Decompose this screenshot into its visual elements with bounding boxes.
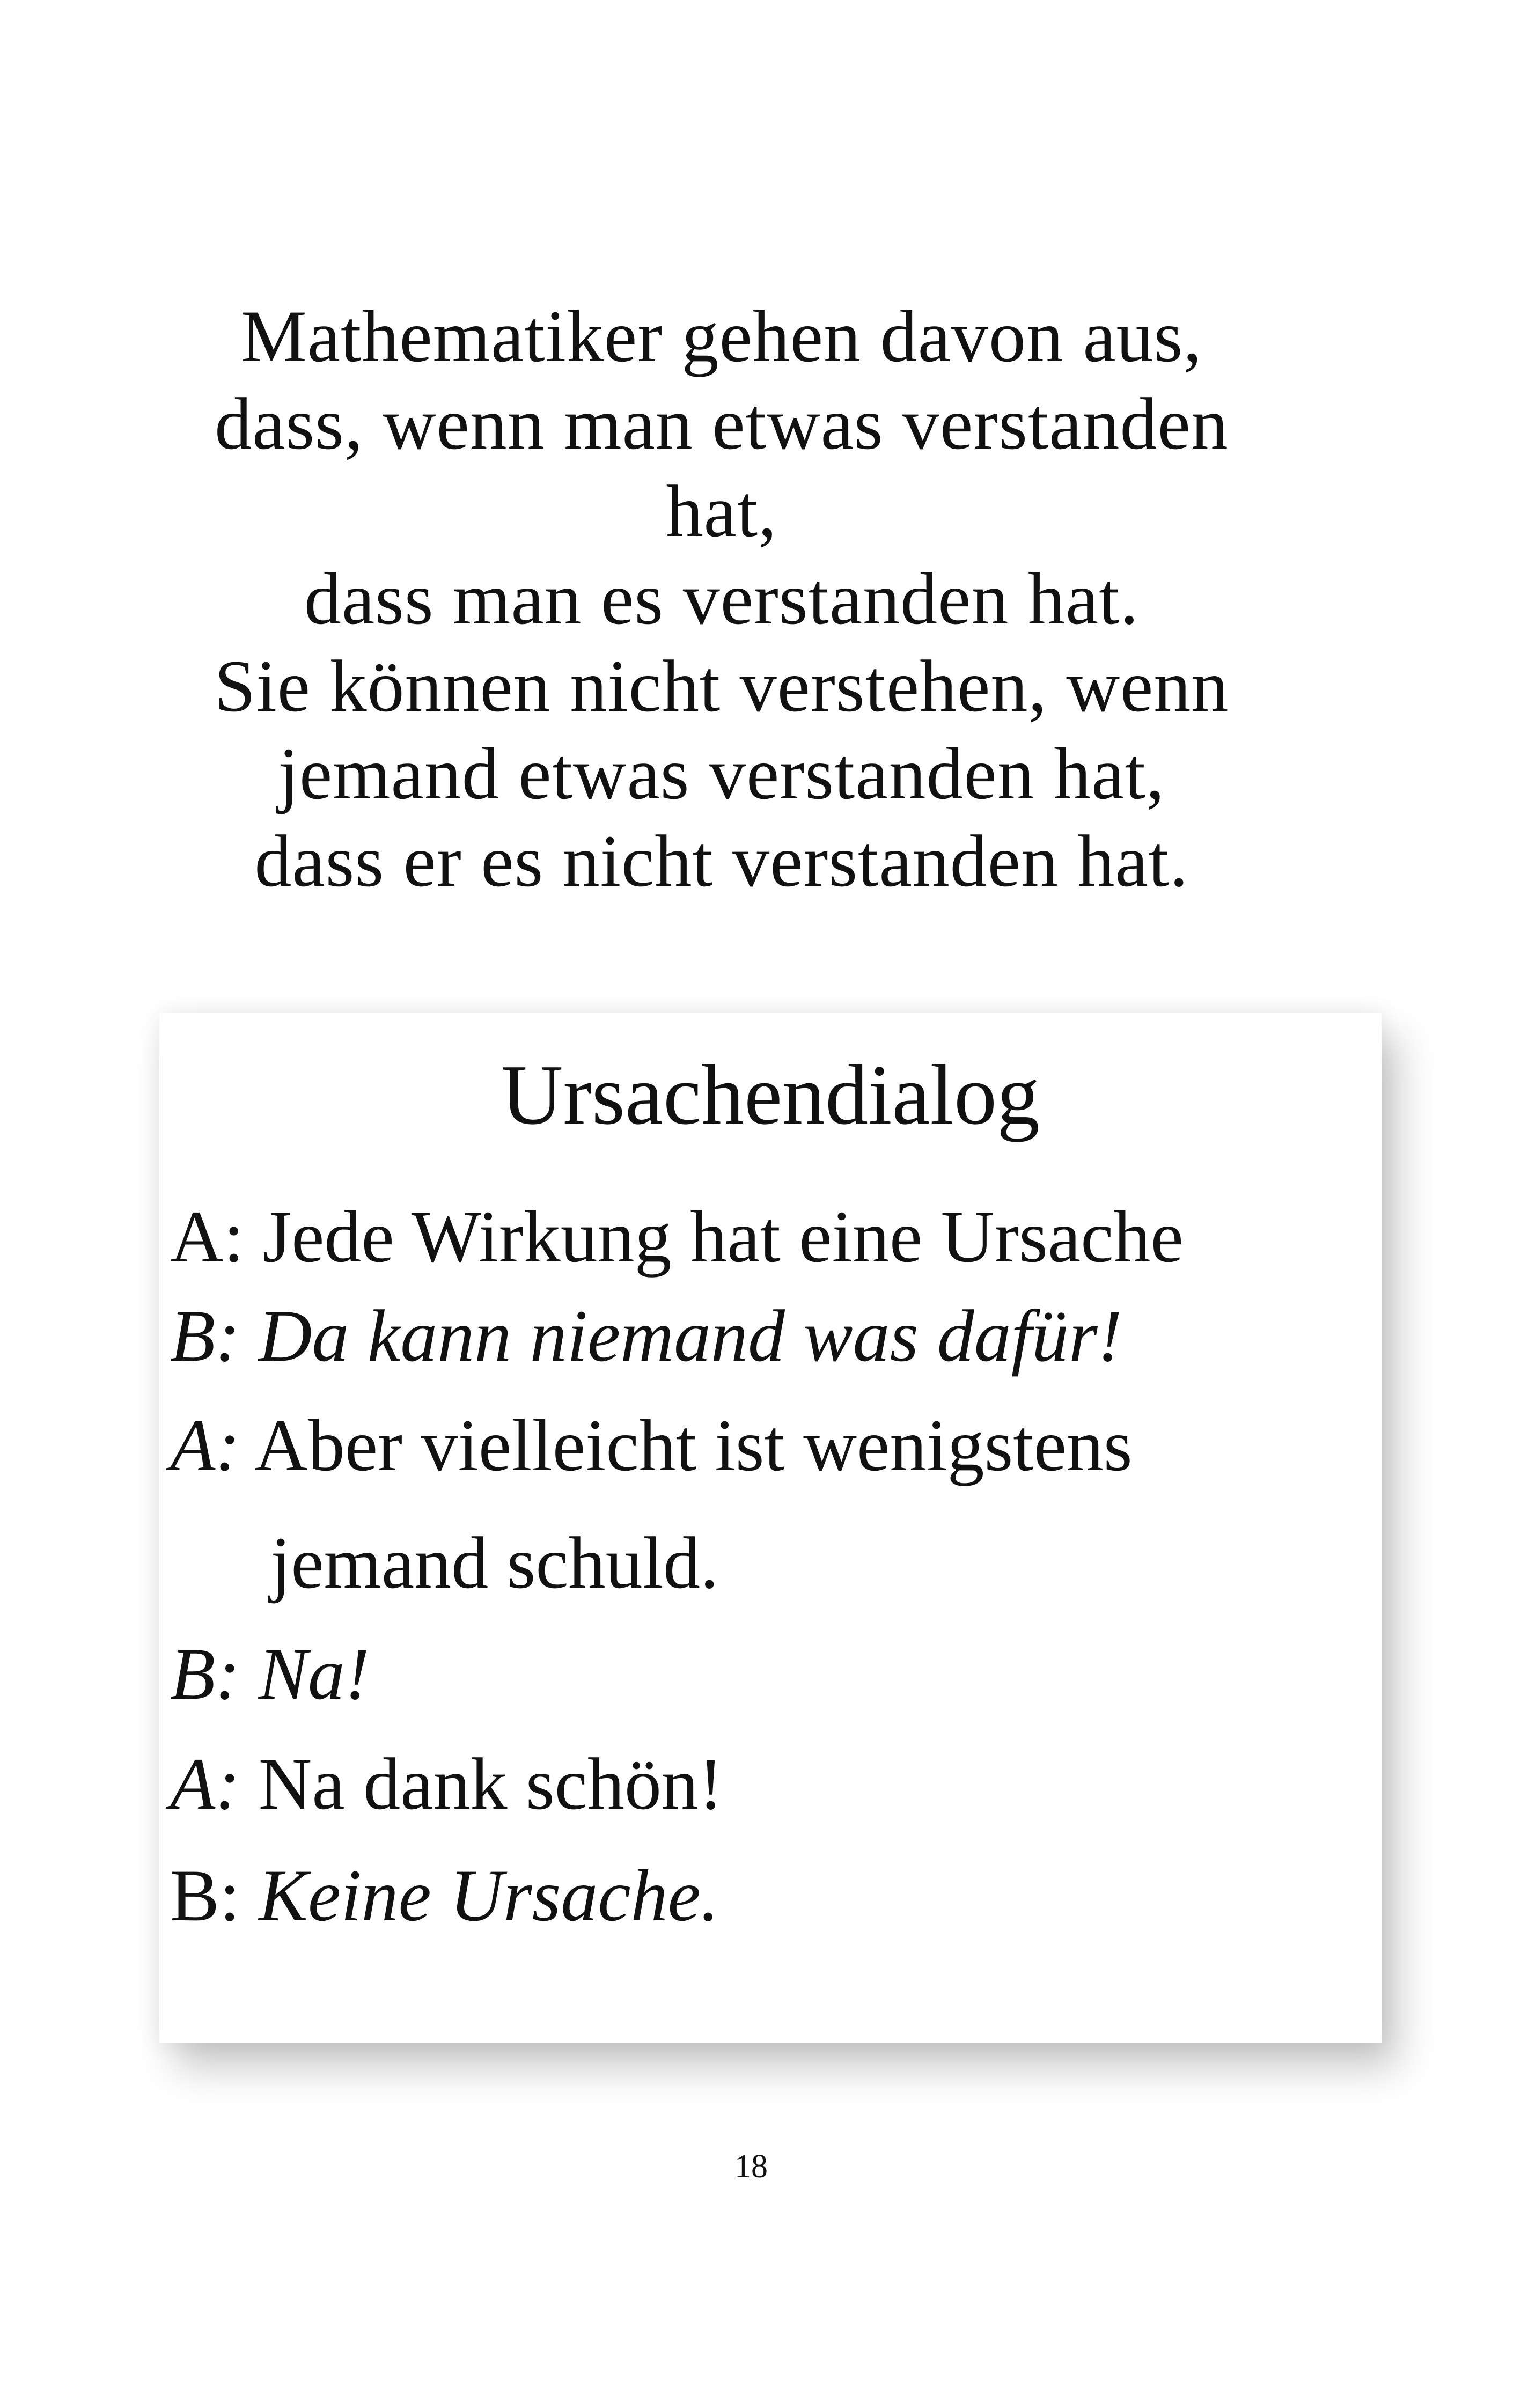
page-number: 18 (734, 2148, 768, 2185)
dialog-line (170, 1631, 370, 1717)
poem (0, 292, 1443, 905)
dialog-line (170, 1293, 1122, 1379)
speaker-label: A: (170, 1195, 244, 1278)
dialog-line (170, 1853, 719, 1939)
poem-line: dass man es verstanden hat. (304, 557, 1140, 640)
dialog-text: Keine Ursache. (258, 1854, 719, 1936)
dialog-text: Aber vielleicht ist wenigstens (254, 1404, 1133, 1486)
poem-line: hat, (666, 470, 777, 552)
poem-line: Mathematiker gehen davon aus, (241, 295, 1202, 377)
poem-line: dass, wenn man etwas verstanden (215, 383, 1229, 465)
dialog-line (170, 1403, 1133, 1488)
speaker-label: A: (170, 1743, 240, 1825)
speaker-label: B: (170, 1633, 240, 1715)
dialog-line (170, 1741, 723, 1827)
poem-line: jemand etwas verstanden hat, (278, 732, 1165, 814)
poem-line: dass er es nicht verstanden hat. (254, 820, 1189, 902)
dialog-text: Jede Wirkung hat eine Ursache (262, 1195, 1184, 1278)
speaker-label: A: (170, 1404, 240, 1486)
dialog-line (270, 1520, 718, 1606)
dialog-title: Ursachendialog (501, 1047, 1040, 1142)
dialog-line (170, 1194, 1184, 1280)
dialog-text: Da kann niemand was dafür! (258, 1295, 1122, 1377)
poem-line: Sie können nicht verstehen, wenn (214, 645, 1229, 727)
speaker-label: B: (170, 1854, 240, 1936)
dialog-box (159, 1013, 1382, 2043)
speaker-label: B: (170, 1295, 240, 1377)
dialog-text: jemand schuld. (270, 1522, 719, 1604)
dialog-text: Na! (258, 1633, 370, 1715)
dialog-text: Na dank schön! (258, 1743, 723, 1825)
